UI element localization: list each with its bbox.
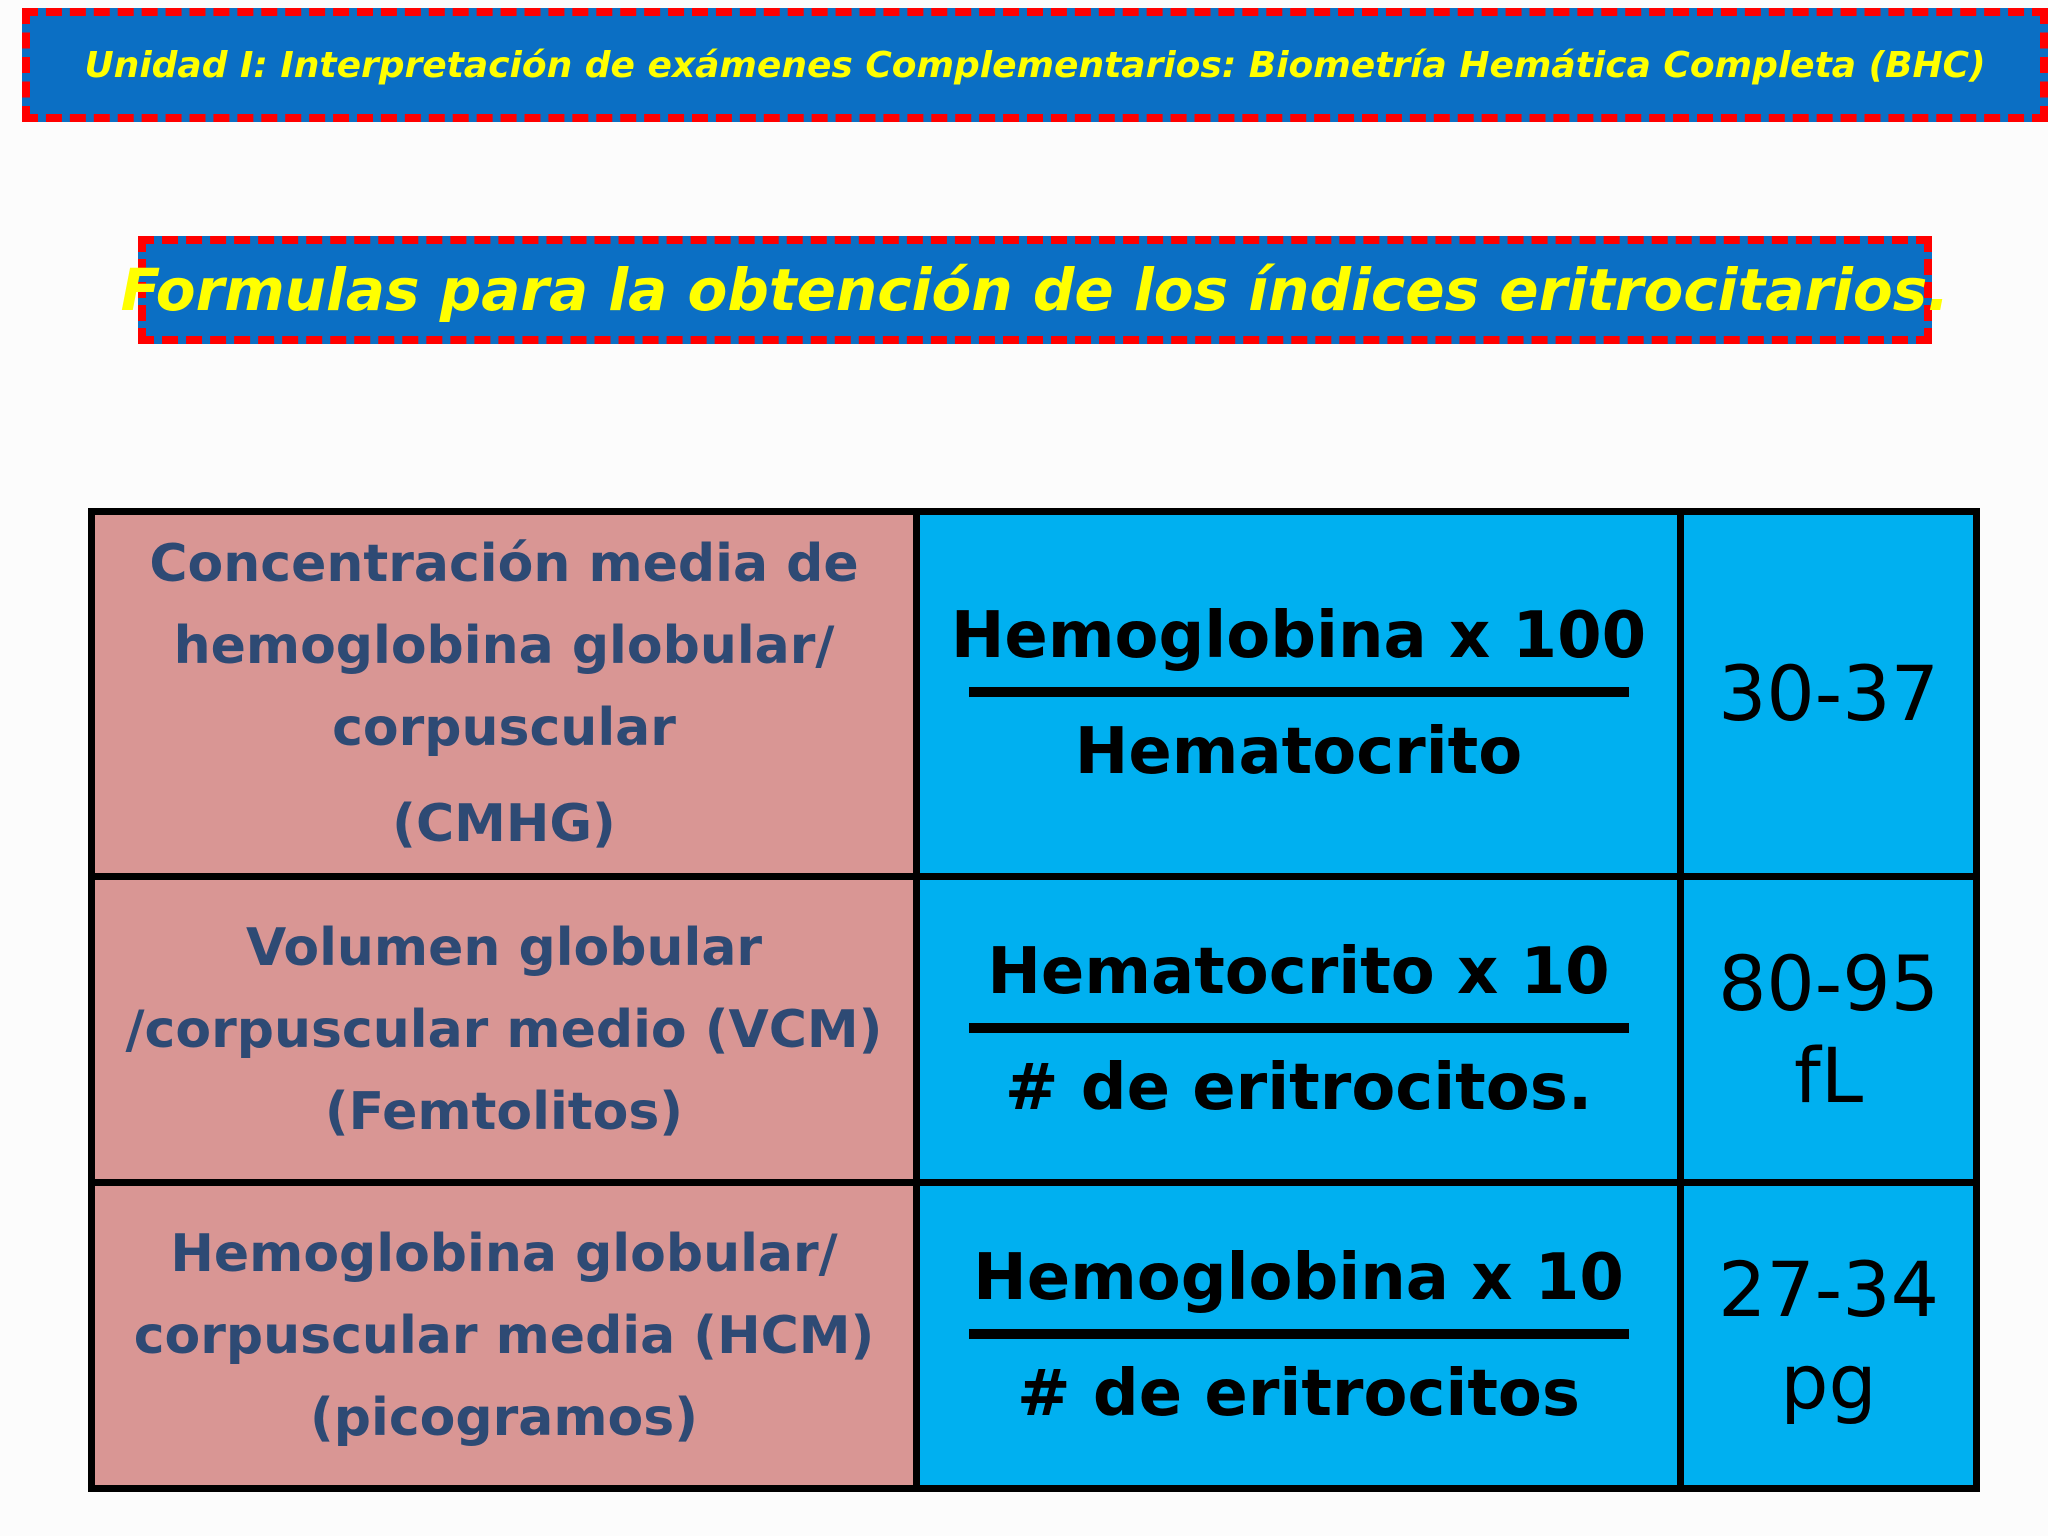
table-row — [92, 512, 1977, 877]
table-row — [92, 1183, 1977, 1489]
reference-range-cell — [1681, 1183, 1977, 1489]
index-name-cell — [92, 512, 917, 877]
index-name-line: corpuscular — [332, 698, 676, 758]
formula-denominator: Hematocrito — [1074, 715, 1523, 789]
formula-cell — [917, 1183, 1681, 1489]
index-name-cell — [92, 877, 917, 1183]
indices-table — [88, 508, 1980, 1492]
formula-denominator: # de eritrocitos — [1017, 1356, 1580, 1431]
index-name-line: hemoglobina globular/ — [173, 616, 835, 676]
reference-unit: fL — [1793, 1030, 1864, 1120]
formula-denominator: # de eritrocitos. — [1004, 1050, 1593, 1125]
fraction-bar — [969, 1329, 1629, 1339]
index-name-line: Hemoglobina globular/ — [170, 1223, 838, 1284]
formula-numerator: Hemoglobina x 100 — [950, 599, 1647, 673]
formula-numerator: Hemoglobina x 10 — [973, 1240, 1624, 1315]
index-name-line: Concentración media de — [149, 534, 859, 594]
formula-cell — [917, 512, 1681, 877]
reference-range-cell — [1681, 877, 1977, 1183]
table-row — [92, 877, 1977, 1183]
fraction-bar — [969, 1023, 1629, 1033]
index-name-line: (Femtolitos) — [324, 1081, 684, 1142]
index-name-line: (picogramos) — [310, 1387, 698, 1448]
reference-range: 30-37 — [1718, 649, 1939, 738]
reference-range: 80-95 — [1718, 938, 1939, 1028]
formula-cell — [917, 877, 1681, 1183]
index-name-cell — [92, 1183, 917, 1489]
fraction — [920, 599, 1677, 789]
header-banner — [22, 8, 2048, 122]
index-name-line: corpuscular media (HCM) — [133, 1305, 875, 1366]
index-name-line: Volumen globular — [245, 917, 763, 978]
index-name-line: /corpuscular medio (VCM) — [125, 999, 883, 1060]
fraction — [920, 935, 1677, 1125]
subtitle-text: Formulas para la obtención de los índices eritrocitarios. — [120, 256, 1950, 324]
reference-range-cell — [1681, 512, 1977, 877]
subtitle-banner — [120, 236, 1950, 344]
fraction — [920, 1241, 1677, 1431]
fraction-bar — [969, 687, 1629, 697]
reference-unit: pg — [1780, 1336, 1877, 1426]
reference-range: 27-34 — [1718, 1244, 1939, 1334]
formula-numerator: Hematocrito x 10 — [987, 934, 1610, 1009]
header-title: Unidad I: Interpretación de exámenes Complementarios: Biometría Hemática Completa (BHC) — [84, 44, 1986, 86]
index-name-line: (CMHG) — [392, 794, 616, 854]
